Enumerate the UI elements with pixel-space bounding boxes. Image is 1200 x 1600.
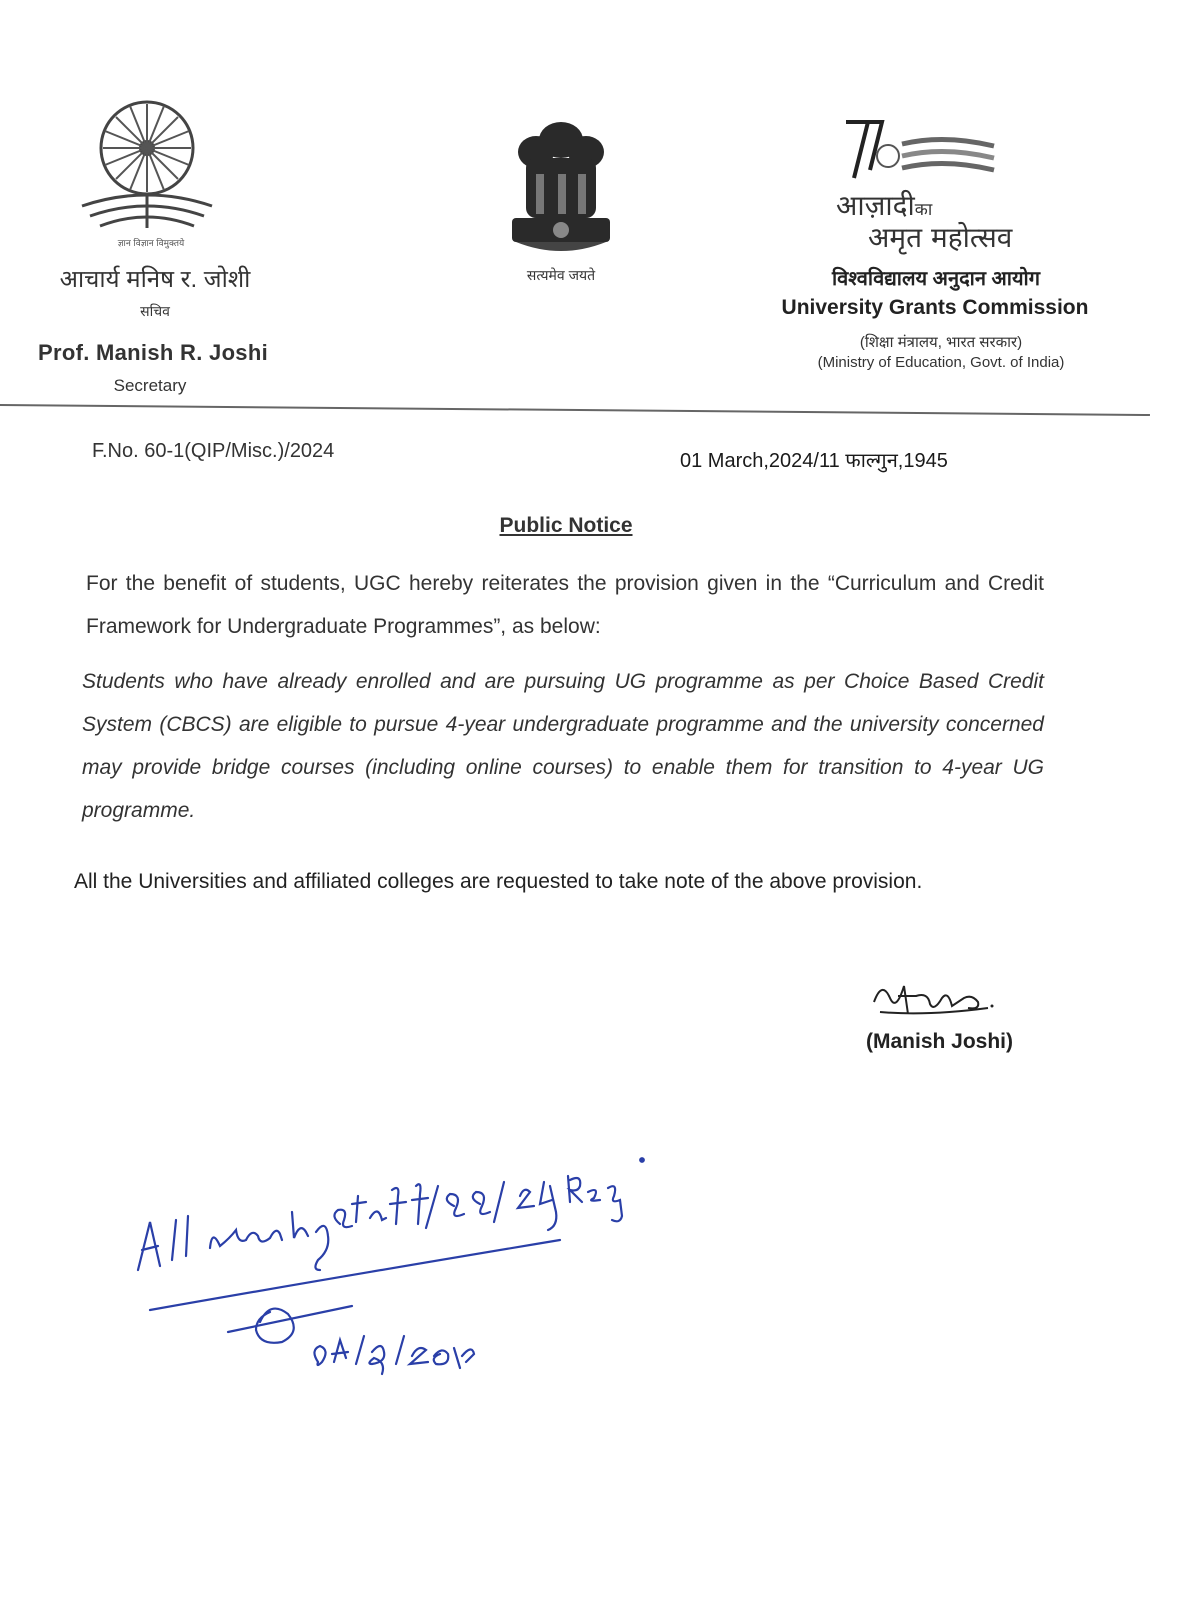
signatory-name: (Manish Joshi) bbox=[866, 1030, 1014, 1053]
handwritten-note bbox=[120, 1100, 760, 1400]
azadi-ka-word: का bbox=[914, 200, 933, 220]
secretary-title-hindi: सचिव bbox=[140, 303, 170, 319]
azadi-text-line2: अमृत महोत्सव bbox=[868, 221, 1013, 254]
file-number: F.No. 60-1(QIP/Misc.)/2024 bbox=[92, 440, 335, 462]
state-emblem bbox=[506, 112, 616, 262]
org-name-hindi: विश्वविद्यालय अनुदान आयोग bbox=[831, 268, 1041, 290]
notice-paragraph-provision: Students who have already enrolled and are pursuing UG programme as per Choice Based Credit System (CBCS) are eligible to pursue 4-year undergraduate programme and the university concerned may provide bridge courses (including online courses) to enable them for transition to 4-year UG programme. bbox=[82, 670, 1044, 822]
notice-paragraph-intro: For the benefit of students, UGC hereby reiterates the provision given in the “Curriculum and Credit Framework for Undergraduate Programmes”, as below: bbox=[86, 572, 1044, 638]
secretary-name: Prof. Manish R. Joshi bbox=[38, 340, 268, 365]
header-divider bbox=[0, 404, 1150, 416]
azadi-word: आज़ादी bbox=[836, 189, 915, 222]
secretary-title: Secretary bbox=[113, 376, 187, 395]
notice-paragraph-request: All the Universities and affiliated colleges are requested to take note of the above provision. bbox=[74, 870, 923, 893]
signature bbox=[868, 972, 1018, 1028]
ministry: (Ministry of Education, Govt. of India) bbox=[817, 354, 1065, 371]
azadi-ka-amrit-mahotsav-logo bbox=[844, 116, 1020, 196]
org-name: University Grants Commission bbox=[781, 296, 1089, 319]
ministry-hindi: (शिक्षा मंत्रालय, भारत सरकार) bbox=[859, 334, 1023, 351]
emblem-motto: सत्यमेव जयते bbox=[526, 267, 596, 283]
ugc-logo bbox=[72, 88, 222, 258]
secretary-name-hindi: आचार्य मनिष र. जोशी bbox=[59, 266, 251, 293]
ugc-motto: ज्ञान विज्ञान विमुक्तये bbox=[117, 238, 185, 248]
notice-title: Public Notice bbox=[499, 514, 633, 537]
notice-date: 01 March,2024/11 फाल्गुन,1945 bbox=[680, 450, 948, 472]
